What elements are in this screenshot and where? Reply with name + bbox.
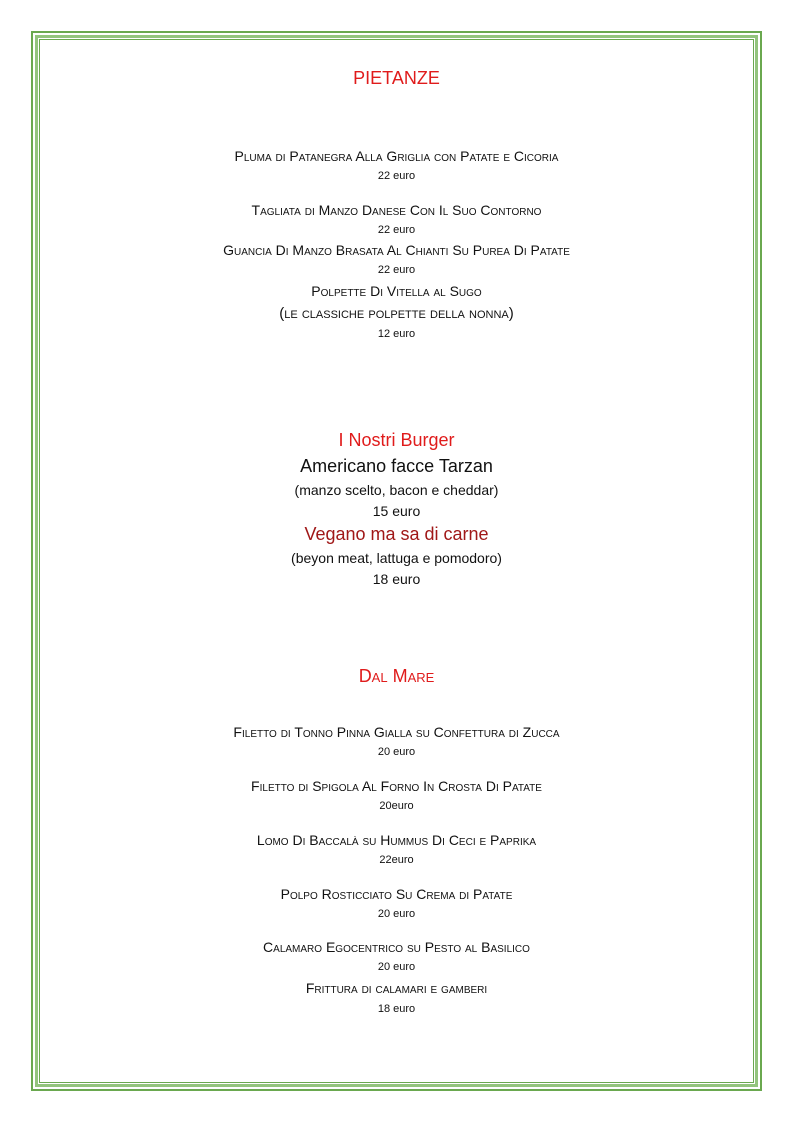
dish-name: Polpo Rosticciato Su Crema di Patate xyxy=(280,886,513,902)
dish-price: 18 euro xyxy=(377,1003,416,1015)
dish-price: 22euro xyxy=(379,854,414,866)
dish-price: 22 euro xyxy=(377,170,416,182)
burger-price: 18 euro xyxy=(372,571,421,587)
section-title-pietanze: PIETANZE xyxy=(353,68,440,88)
dish-name: Pluma di Patanegra Alla Griglia con Patate e Cicoria xyxy=(234,148,559,164)
dish-price: 22 euro xyxy=(377,264,416,276)
dish-name: Filetto di Spigola Al Forno In Crosta Di Patate xyxy=(251,778,542,794)
dish-name: Calamaro Egocentrico su Pesto al Basilico xyxy=(263,939,530,955)
dish-note: (le classiche polpette della nonna) xyxy=(279,305,514,322)
dish-price: 20 euro xyxy=(377,746,416,758)
dish-name: Filetto di Tonno Pinna Gialla su Confettura di Zucca xyxy=(233,724,560,740)
section-title-burger: I Nostri Burger xyxy=(338,430,455,450)
dish-name: Tagliata di Manzo Danese Con Il Suo Contorno xyxy=(251,202,542,218)
section-title-mare: Dal Mare xyxy=(358,666,435,686)
burger-name: Vegano ma sa di carne xyxy=(304,524,489,544)
dish-name: Guancia Di Manzo Brasata Al Chianti Su Purea Di Patate xyxy=(223,242,570,258)
dish-name: Frittura di calamari e gamberi xyxy=(305,980,488,996)
dish-price: 20euro xyxy=(379,800,414,812)
dish-name: Lomo Di Baccalà su Hummus Di Ceci e Paprika xyxy=(256,832,537,848)
dish-price: 20 euro xyxy=(377,908,416,920)
dish-price: 12 euro xyxy=(377,328,416,340)
dish-price: 22 euro xyxy=(377,224,416,236)
dish-name: Polpette Di Vitella al Sugo xyxy=(311,283,482,299)
dish-price: 20 euro xyxy=(377,961,416,973)
burger-name: Americano facce Tarzan xyxy=(300,456,493,476)
burger-desc: (beyon meat, lattuga e pomodoro) xyxy=(291,550,502,566)
burger-desc: (manzo scelto, bacon e cheddar) xyxy=(294,482,499,498)
burger-price: 15 euro xyxy=(372,503,421,519)
